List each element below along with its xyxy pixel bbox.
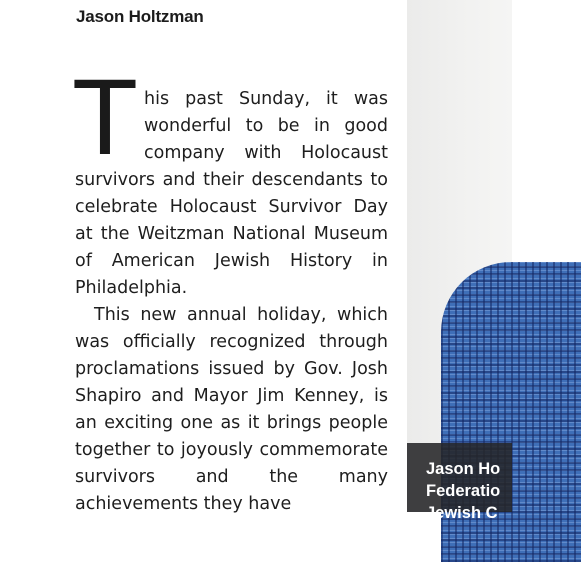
drop-cap: T [72,56,138,177]
caption-line: Jewish C [426,504,498,522]
article-paragraph: This new annual holiday, which was officially recognized through proclamations issued by Gov. Josh Shapiro and Mayor Jim Kenney, is an exciting one as it brings people together to joyously commemorate survivors and the many achievements they have [75,305,388,514]
caption-line: Federatio [426,482,501,500]
photo-caption [407,443,512,522]
paragraph-text: his past Sunday, it was wonderful to be in good company with Holocaust survivors and their descendants to celebrate Holocaust Survivor Day at the Weitzman National Museum of American Jewish History in Philadelphia. [75,89,388,298]
article-paragraph [72,56,388,302]
article-body [72,56,388,518]
author-photo [407,0,512,512]
author-byline: Jason Holtzman [76,7,204,26]
caption-line: Jason Ho [426,460,501,478]
